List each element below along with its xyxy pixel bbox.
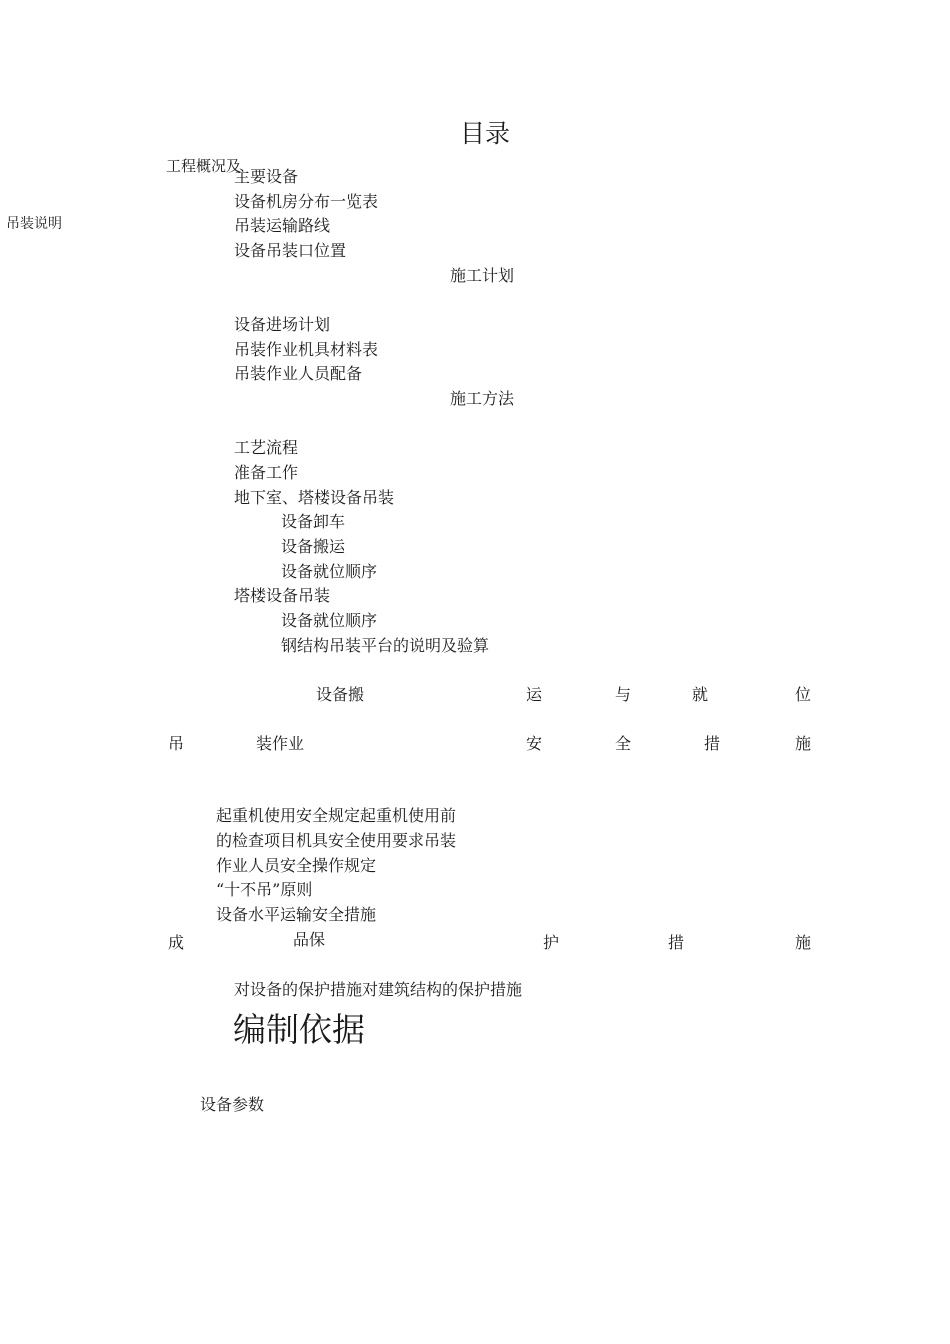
toc-item: 工艺流程 xyxy=(234,438,299,457)
safety-line: 作业人员安全操作规定 xyxy=(216,856,377,875)
row-fragment: 成 xyxy=(168,933,185,952)
safety-line: “十不吊”原则 xyxy=(216,880,313,899)
clipped-overview-text: 工程概况及 xyxy=(166,157,242,175)
toc-item: 吊装运输路线 xyxy=(234,216,331,235)
section-heading: 施工方法 xyxy=(450,389,515,408)
row-fragment: 就 xyxy=(692,685,709,704)
row-fragment: 护 xyxy=(543,933,560,952)
row-fragment: 设备搬 xyxy=(316,685,365,704)
row-fragment: 运 xyxy=(526,685,543,704)
toc-subitem: 设备搬运 xyxy=(281,537,346,556)
toc-item: 主要设备 xyxy=(234,167,299,186)
toc-subitem: 设备卸车 xyxy=(281,512,346,531)
toc-subitem: 设备就位顺序 xyxy=(281,611,378,630)
toc-item: 吊装作业人员配备 xyxy=(234,364,363,383)
toc-item: 地下室、塔楼设备吊装 xyxy=(234,488,395,507)
params-item: 设备参数 xyxy=(200,1095,265,1114)
toc-item: 塔楼设备吊装 xyxy=(234,586,331,605)
toc-item: 设备机房分布一览表 xyxy=(234,192,379,211)
row-fragment: 全 xyxy=(615,734,632,753)
row-fragment: 与 xyxy=(615,685,632,704)
row-fragment: 安 xyxy=(526,734,543,753)
toc-item: 吊装作业机具材料表 xyxy=(234,340,379,359)
clipped-hoisting-note-text: 吊装说明 xyxy=(6,216,62,232)
section-heading: 施工计划 xyxy=(450,266,515,285)
safety-line: 设备水平运输安全措施 xyxy=(216,905,377,924)
row-fragment: 装作业 xyxy=(256,734,305,753)
row-fragment: 品保 xyxy=(293,930,326,949)
toc-item: 设备进场计划 xyxy=(234,315,331,334)
row-fragment: 位 xyxy=(795,685,812,704)
toc-item: 设备吊装口位置 xyxy=(234,241,347,260)
row-fragment: 施 xyxy=(795,734,812,753)
row-fragment: 措 xyxy=(704,734,721,753)
row-fragment: 措 xyxy=(668,933,685,952)
safety-line: 起重机使用安全规定起重机使用前 xyxy=(216,806,457,825)
protection-line: 对设备的保护措施对建筑结构的保护措施 xyxy=(234,980,523,999)
safety-line: 的检查项目机具安全使用要求吊装 xyxy=(216,831,457,850)
toc-subitem: 钢结构吊装平台的说明及验算 xyxy=(281,636,490,655)
page-title: 目录 xyxy=(460,119,511,148)
toc-item: 准备工作 xyxy=(234,463,299,482)
toc-subitem: 设备就位顺序 xyxy=(281,562,378,581)
basis-heading: 编制依据 xyxy=(233,1010,365,1049)
row-fragment: 施 xyxy=(795,933,812,952)
row-fragment: 吊 xyxy=(168,734,185,753)
